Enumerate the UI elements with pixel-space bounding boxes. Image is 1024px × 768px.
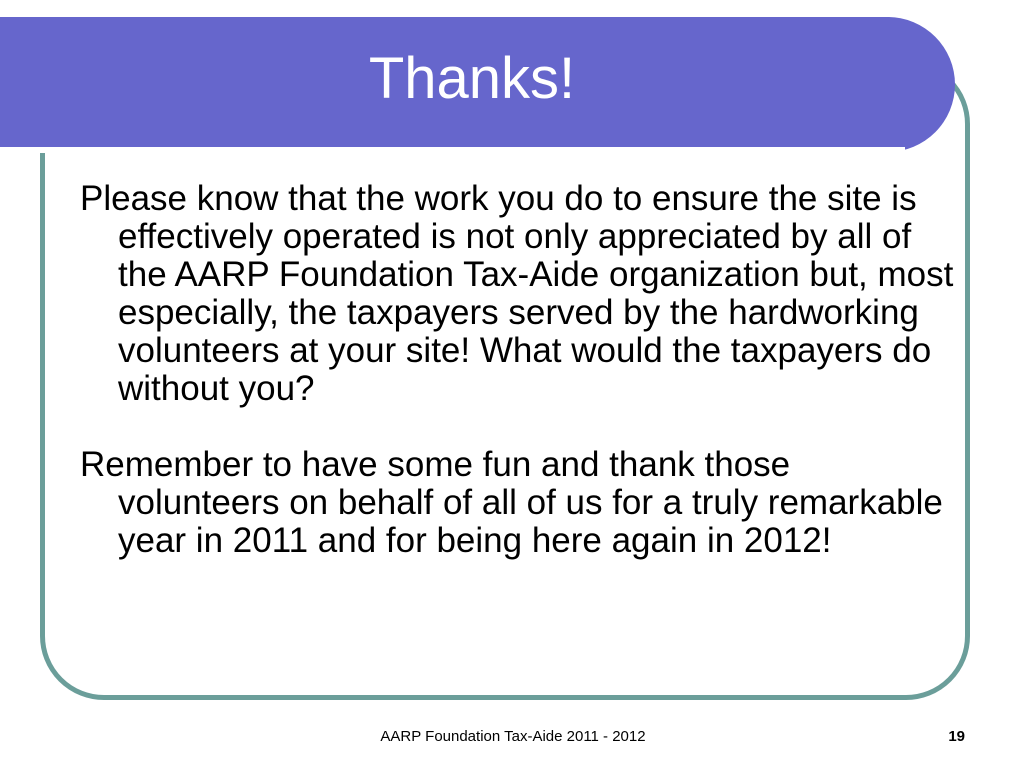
title-underline (0, 147, 905, 153)
paragraph-thanks: Please know that the work you do to ensure the site is effectively operated is not only appreciated by all of the AARP Foundation Tax-Aide organization but, most especially, the taxpayers served by the hardworking volunteers at your site! What would the taxpayers do without you? (80, 179, 954, 408)
footer-text: AARP Foundation Tax-Aide 2011 - 2012 (380, 728, 646, 745)
page-number: 19 (948, 728, 965, 745)
paragraph-remember: Remember to have some fun and thank those volunteers on behalf of all of us for a truly remarkable year in 2011 and for being here again in 2012! (80, 445, 943, 560)
footer (0, 727, 1024, 747)
slide-body (80, 180, 960, 560)
slide-title: Thanks! (368, 46, 576, 111)
